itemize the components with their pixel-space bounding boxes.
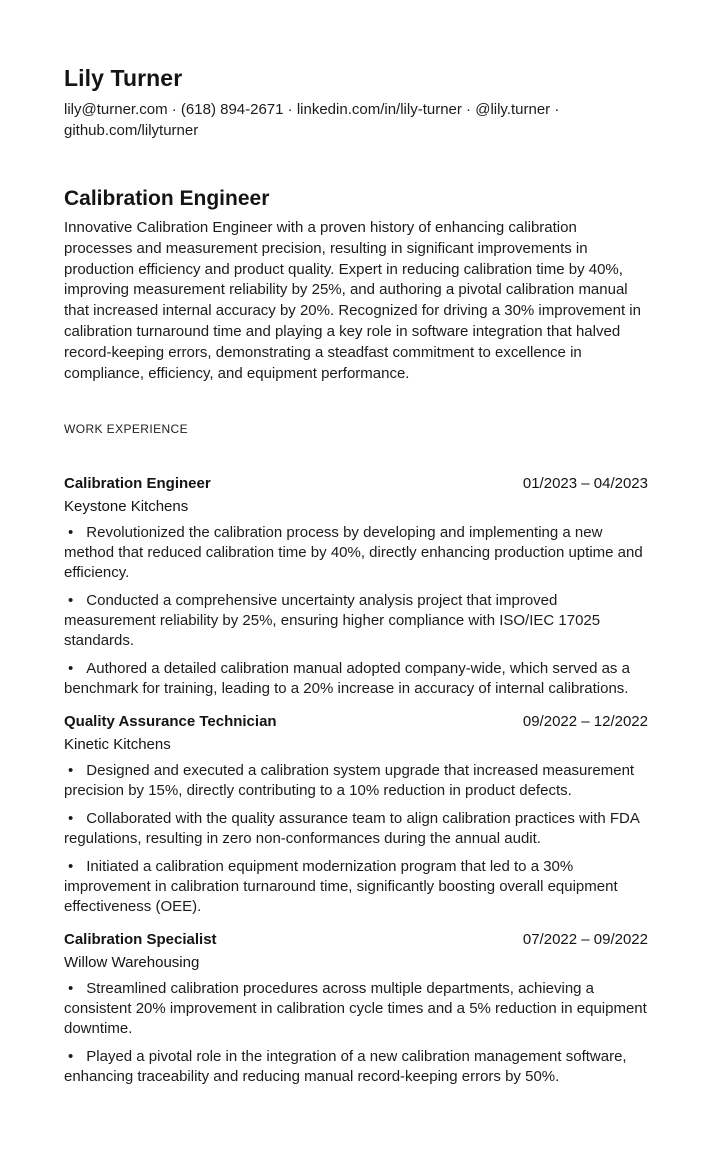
job-company: Kinetic Kitchens (64, 736, 171, 754)
work-experience-section-label: WORK EXPERIENCE (64, 422, 189, 437)
bullet-dot: • (68, 592, 74, 610)
job-entry (64, 929, 648, 1087)
summary-paragraph: Innovative Calibration Engineer with a proven history of enhancing calibration processes and measurement precision, resulting in significant improvements in production efficiency and product quality. Expert in reducing calibration time by 40%, improving measurement reliability by 25%, and authoring a pivotal calibration manual that increased internal accuracy by 20%. Recognized for driving a 30% improvement in calibration turnaround time and playing a key role in software integration that halved record-keeping errors, demonstrating a steadfast commitment to excellence in compliance, efficiency, and equipment performance. (64, 219, 641, 382)
bullet-item: • Conducted a comprehensive uncertainty analysis project that improved measurement reliability by 25%, ensuring higher compliance with ISO/IEC 17025 standards. (64, 592, 601, 650)
job-dates: 01/2023 – 04/2023 (522, 475, 648, 493)
jobs (64, 473, 648, 1087)
job-header (64, 711, 648, 732)
bullet-dot: • (68, 524, 74, 542)
job-dates: 09/2022 – 12/2022 (522, 713, 648, 731)
job-title: Calibration Engineer (64, 475, 211, 493)
job-entry (64, 473, 648, 699)
bullet-dot: • (68, 762, 74, 780)
bullet-item: • Played a pivotal role in the integration of a new calibration management software, enhancing traceability and reducing manual record-keeping errors by 50%. (64, 1048, 627, 1086)
bullet-item: • Designed and executed a calibration system upgrade that increased measurement precision by 15%, directly contributing to a 10% reduction in product defects. (64, 762, 635, 800)
bullet-item: • Collaborated with the quality assurance team to align calibration practices with FDA regulations, resulting in zero non-conformances during the annual audit. (64, 810, 640, 848)
person-name: Lily Turner (64, 65, 183, 91)
bullet-item: • Authored a detailed calibration manual adopted company-wide, which served as a benchmark for training, leading to a 20% increase in accuracy of internal calibrations. (64, 660, 630, 698)
job-dates: 07/2022 – 09/2022 (522, 931, 648, 949)
bullet-item: • Revolutionized the calibration process by developing and implementing a new method that reduced calibration time by 40%, directly enhancing production uptime and efficiency. (64, 524, 643, 582)
contact-line: lily@turner.com · (618) 894-2671 · linkedin.com/in/lily-turner · @lily.turner · github.com/lilyturner (64, 101, 560, 139)
bullet-dot: • (68, 858, 74, 876)
resume-headline: Calibration Engineer (64, 187, 270, 210)
job-header (64, 473, 648, 494)
bullet-item: • Streamlined calibration procedures across multiple departments, achieving a consistent 20% improvement in calibration cycle times and a 5% reduction in equipment downtime. (64, 980, 647, 1038)
bullet-item: • Initiated a calibration equipment modernization program that led to a 30% improvement in calibration turnaround time, significantly boosting overall equipment effectiveness (OEE). (64, 858, 618, 916)
job-entry (64, 711, 648, 917)
bullet-dot: • (68, 980, 74, 998)
bullet-dot: • (68, 660, 74, 678)
job-title: Calibration Specialist (64, 931, 217, 949)
job-bullets (64, 761, 648, 917)
job-bullets (64, 523, 648, 699)
job-bullets (64, 979, 648, 1087)
bullet-dot: • (68, 810, 74, 828)
job-header (64, 929, 648, 950)
job-title: Quality Assurance Technician (64, 713, 277, 731)
job-company: Keystone Kitchens (64, 498, 189, 516)
job-company: Willow Warehousing (64, 954, 200, 972)
bullet-dot: • (68, 1048, 74, 1066)
